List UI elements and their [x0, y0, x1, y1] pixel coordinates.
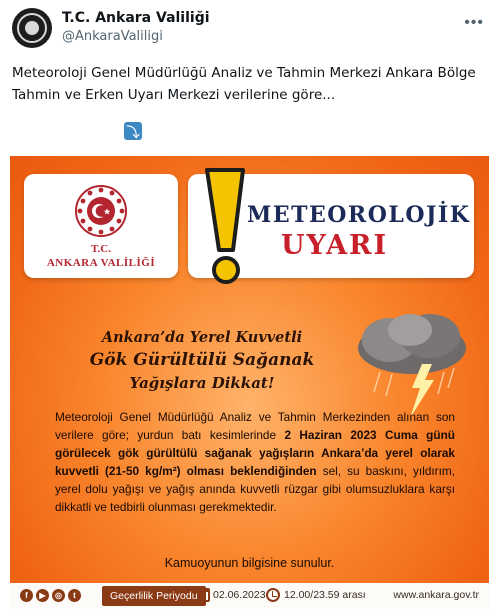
more-horizontal-icon[interactable]: •••: [464, 14, 484, 31]
arrow-down-emoji-icon: ⤵: [124, 122, 142, 140]
account-name[interactable]: T.C. Ankara Valiliği: [62, 10, 210, 26]
warning-poster[interactable]: [10, 156, 489, 609]
headline-line1: Ankara’da Yerel Kuvvetli: [101, 329, 303, 346]
tweet-header: [12, 8, 486, 48]
tweet-text: Meteoroloji Genel Müdürlüğü Analiz ve Tahmin Merkezi Ankara Bölge Tahmin ve Erken Uyarı Merkezi verilerine göre...: [12, 65, 476, 103]
headline-line2: Gök Gürültülü Sağanak: [89, 350, 315, 370]
clock-icon: [266, 588, 280, 602]
validity-time: 12.00/23.59 arası: [284, 589, 366, 601]
warning-date-highlight: 2 Haziran 2023 Cuma günü görülecek gök gürültülü sağanak yağışların Ankara’da yerel olarak kuvvetli (21-50 kg/m²) olması beklendiğinden: [55, 428, 455, 478]
website-url: www.ankara.gov.tr: [393, 589, 479, 601]
warning-body-text: Meteoroloji Genel Müdürlüğü Analiz ve Tahmin Merkezinden alınan son verilere göre; yurdun batı kesimlerinde 2 Haziran 2023 Cuma günü görülecek gök gürültülü sağanak yağışların Ankara’da yerel olarak kuvvetli (21-50 kg/m²) olması beklendiğinden sel, su baskını, yıldırım, yerel dolu yağışı ve yağış anında kuvvetli rüzgar gibi olumsuzluklara karşı dikkatli ve tedbirli olunması gerekmektedir.: [55, 410, 455, 514]
org-line1: T.C.: [91, 243, 111, 255]
calendar-icon: [197, 588, 210, 602]
poster-footer: [10, 583, 489, 609]
governorship-emblem-icon: [74, 184, 128, 238]
youtube-icon: ▶: [36, 589, 49, 602]
org-card: [24, 174, 178, 278]
org-line2: ANKARA VALİLİĞİ: [46, 257, 156, 269]
title-line2: UYARI: [281, 230, 389, 261]
closing-text: Kamuoyunun bilgisine sunulur.: [164, 556, 335, 570]
social-icons: [20, 589, 81, 602]
facebook-icon: f: [20, 589, 33, 602]
exclamation-warning-icon: [199, 166, 251, 288]
headline-line3: Yağışlara Dikkat!: [129, 374, 275, 392]
validity-date: 02.06.2023: [213, 589, 266, 601]
avatar[interactable]: [12, 8, 52, 48]
account-handle[interactable]: @AnkaraValiligi: [62, 29, 163, 44]
title-line1: METEOROLOJİK: [247, 202, 471, 228]
headline: [52, 326, 352, 395]
twitter-icon: t: [68, 589, 81, 602]
validity-period-label: Geçerlilik Periyodu: [102, 586, 206, 606]
instagram-icon: ◎: [52, 589, 65, 602]
